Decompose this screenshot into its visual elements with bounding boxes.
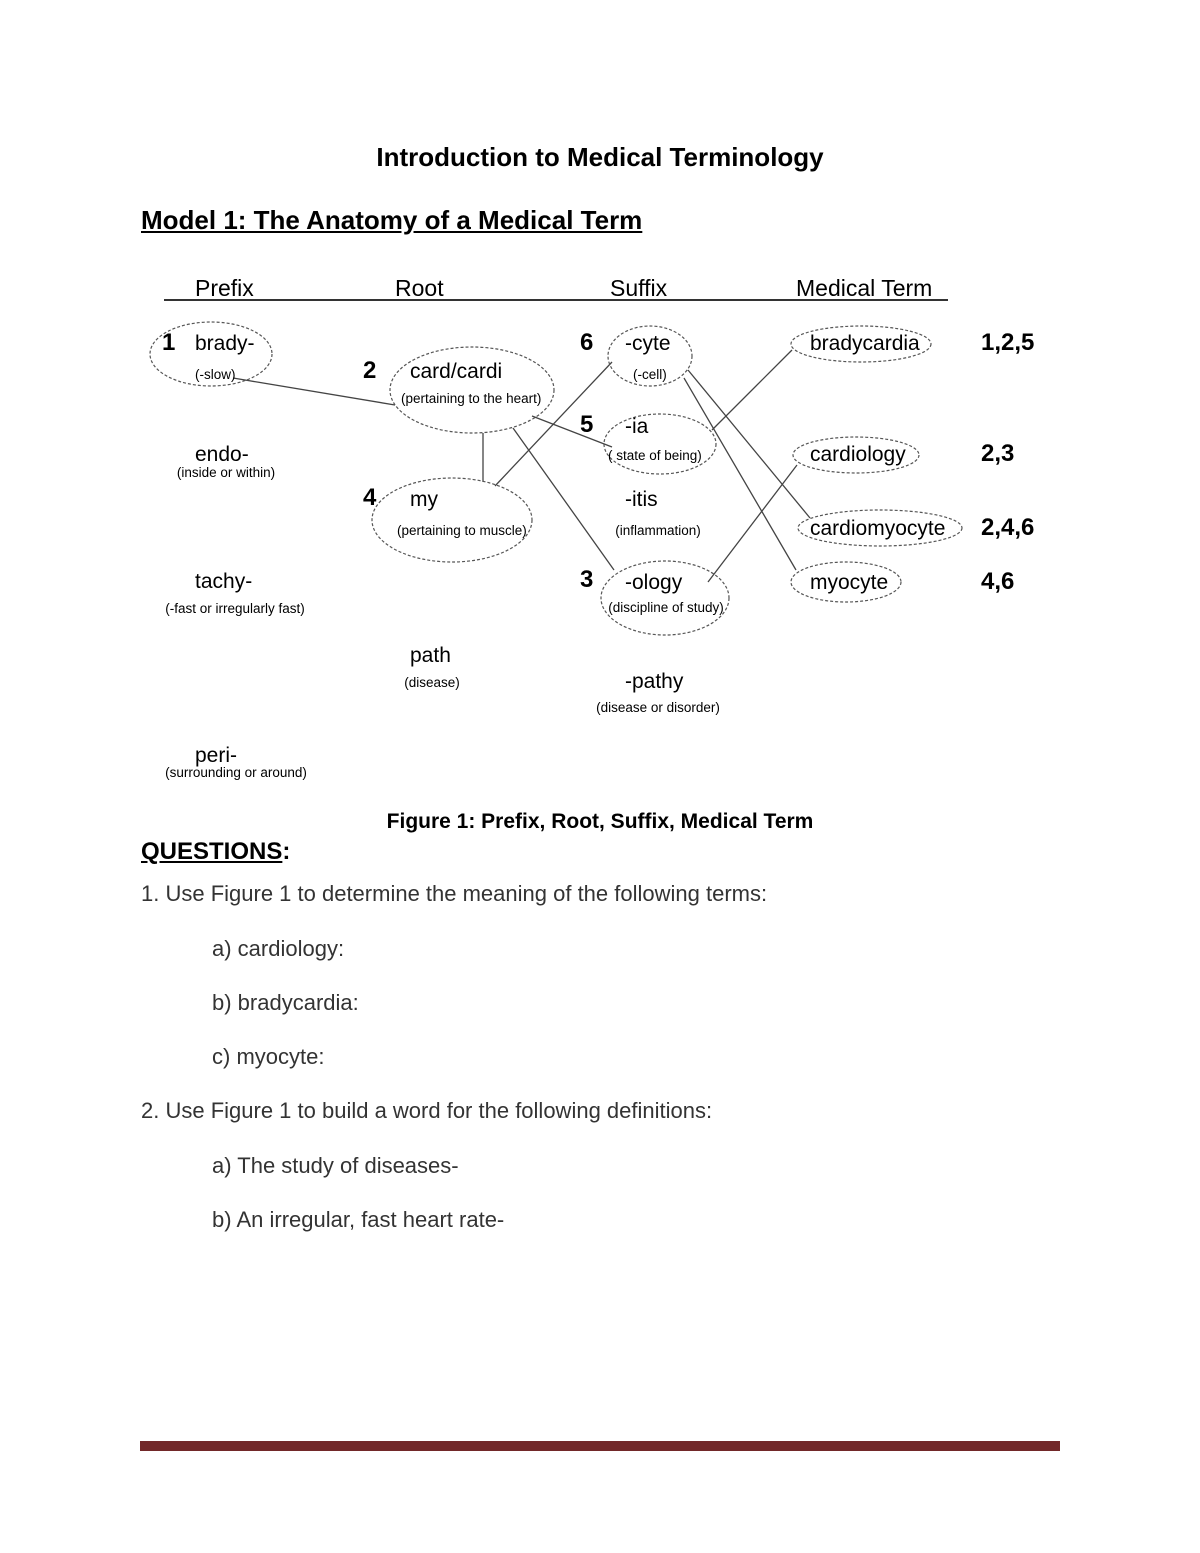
ellipse-my: [372, 478, 532, 562]
ellipse-ia: [604, 414, 716, 474]
prefixe-peri-term: peri-: [195, 744, 238, 767]
questions-heading-text: QUESTIONS: [141, 838, 283, 865]
footer-bar: [140, 1441, 1060, 1451]
suffixe-ology-meaning: (discipline of study): [608, 600, 724, 615]
questions-heading-colon: :: [282, 838, 291, 865]
question-2: 2. Use Figure 1 to build a word for the following definitions:: [141, 1098, 713, 1123]
question-2b: b) An irregular, fast heart rate-: [212, 1207, 505, 1232]
term-bradycardia-label: bradycardia: [810, 332, 920, 355]
term-myocyte-label: myocyte: [810, 571, 889, 594]
root-cardcardi-number: 2: [363, 357, 377, 384]
term-myocyte-components: 4,6: [981, 568, 1015, 595]
suffixe-itis-meaning: (inflammation): [615, 523, 701, 538]
suffixe-cyte-meaning: (-cell): [633, 367, 667, 382]
document-title: Introduction to Medical Terminology: [376, 142, 824, 172]
question-1a: a) cardiology:: [212, 936, 345, 961]
connector-cyte-myocyte: [684, 378, 796, 570]
prefixe-endo-term: endo-: [195, 443, 249, 466]
suffixe-ia-term: -ia: [625, 415, 649, 438]
term-cardiomyocyte-label: cardiomyocyte: [810, 517, 946, 540]
question-1c: c) myocyte:: [212, 1044, 325, 1069]
prefixe-peri-meaning: (surrounding or around): [165, 765, 307, 780]
root-my-meaning: (pertaining to muscle): [397, 523, 527, 538]
term-bradycardia-components: 1,2,5: [981, 329, 1035, 356]
prefixe-brady-term: brady-: [195, 332, 255, 355]
header-prefix: Prefix: [195, 275, 254, 301]
question-2a: a) The study of diseases-: [212, 1153, 459, 1178]
figure-caption: Figure 1: Prefix, Root, Suffix, Medical Term: [386, 810, 814, 833]
suffixe-pathy-meaning: (disease or disorder): [596, 700, 720, 715]
connector-card-ology: [513, 428, 614, 570]
header-root: Root: [395, 275, 444, 301]
root-path-term: path: [410, 644, 451, 667]
root-path-meaning: (disease): [404, 675, 460, 690]
suffixe-ia-number: 5: [580, 411, 594, 438]
prefixe-endo-meaning: (inside or within): [176, 465, 276, 480]
model-title: Model 1: The Anatomy of a Medical Term: [141, 205, 643, 235]
prefixe-brady-number: 1: [162, 329, 176, 356]
connector-my-cyte: [495, 362, 612, 486]
root-my-term: my: [410, 488, 438, 511]
root-cardcardi-meaning: (pertaining to the heart): [401, 391, 542, 406]
header-suffix: Suffix: [610, 275, 668, 301]
prefixe-tachy-term: tachy-: [195, 570, 253, 593]
prefixe-brady-meaning: (-slow): [195, 367, 236, 382]
prefixe-tachy-meaning: (-fast or irregularly fast): [165, 601, 305, 616]
question-1: 1. Use Figure 1 to determine the meaning of the following terms:: [141, 881, 768, 906]
suffixe-ia-meaning: ( state of being): [608, 448, 702, 463]
term-cardiology-label: cardiology: [810, 443, 906, 466]
root-cardcardi-term: card/cardi: [410, 360, 503, 383]
term-cardiomyocyte-components: 2,4,6: [981, 514, 1035, 541]
suffixe-cyte-term: -cyte: [625, 332, 671, 355]
questions-heading: [141, 838, 290, 866]
term-cardiology-components: 2,3: [981, 440, 1015, 467]
connector-ology-cardiology: [708, 465, 797, 582]
suffixe-cyte-number: 6: [580, 329, 594, 356]
header-medical-term: Medical Term: [796, 275, 933, 301]
connector-card-ia: [532, 416, 612, 447]
suffixe-ology-term: -ology: [625, 571, 683, 594]
root-my-number: 4: [363, 484, 377, 511]
connector-lines: [233, 350, 810, 582]
suffixe-pathy-term: -pathy: [625, 670, 684, 693]
suffixe-ology-number: 3: [580, 566, 594, 593]
question-1b: b) bradycardia:: [212, 990, 359, 1015]
connector-ia-bradycardia: [712, 350, 792, 430]
suffixe-itis-term: -itis: [625, 488, 658, 511]
